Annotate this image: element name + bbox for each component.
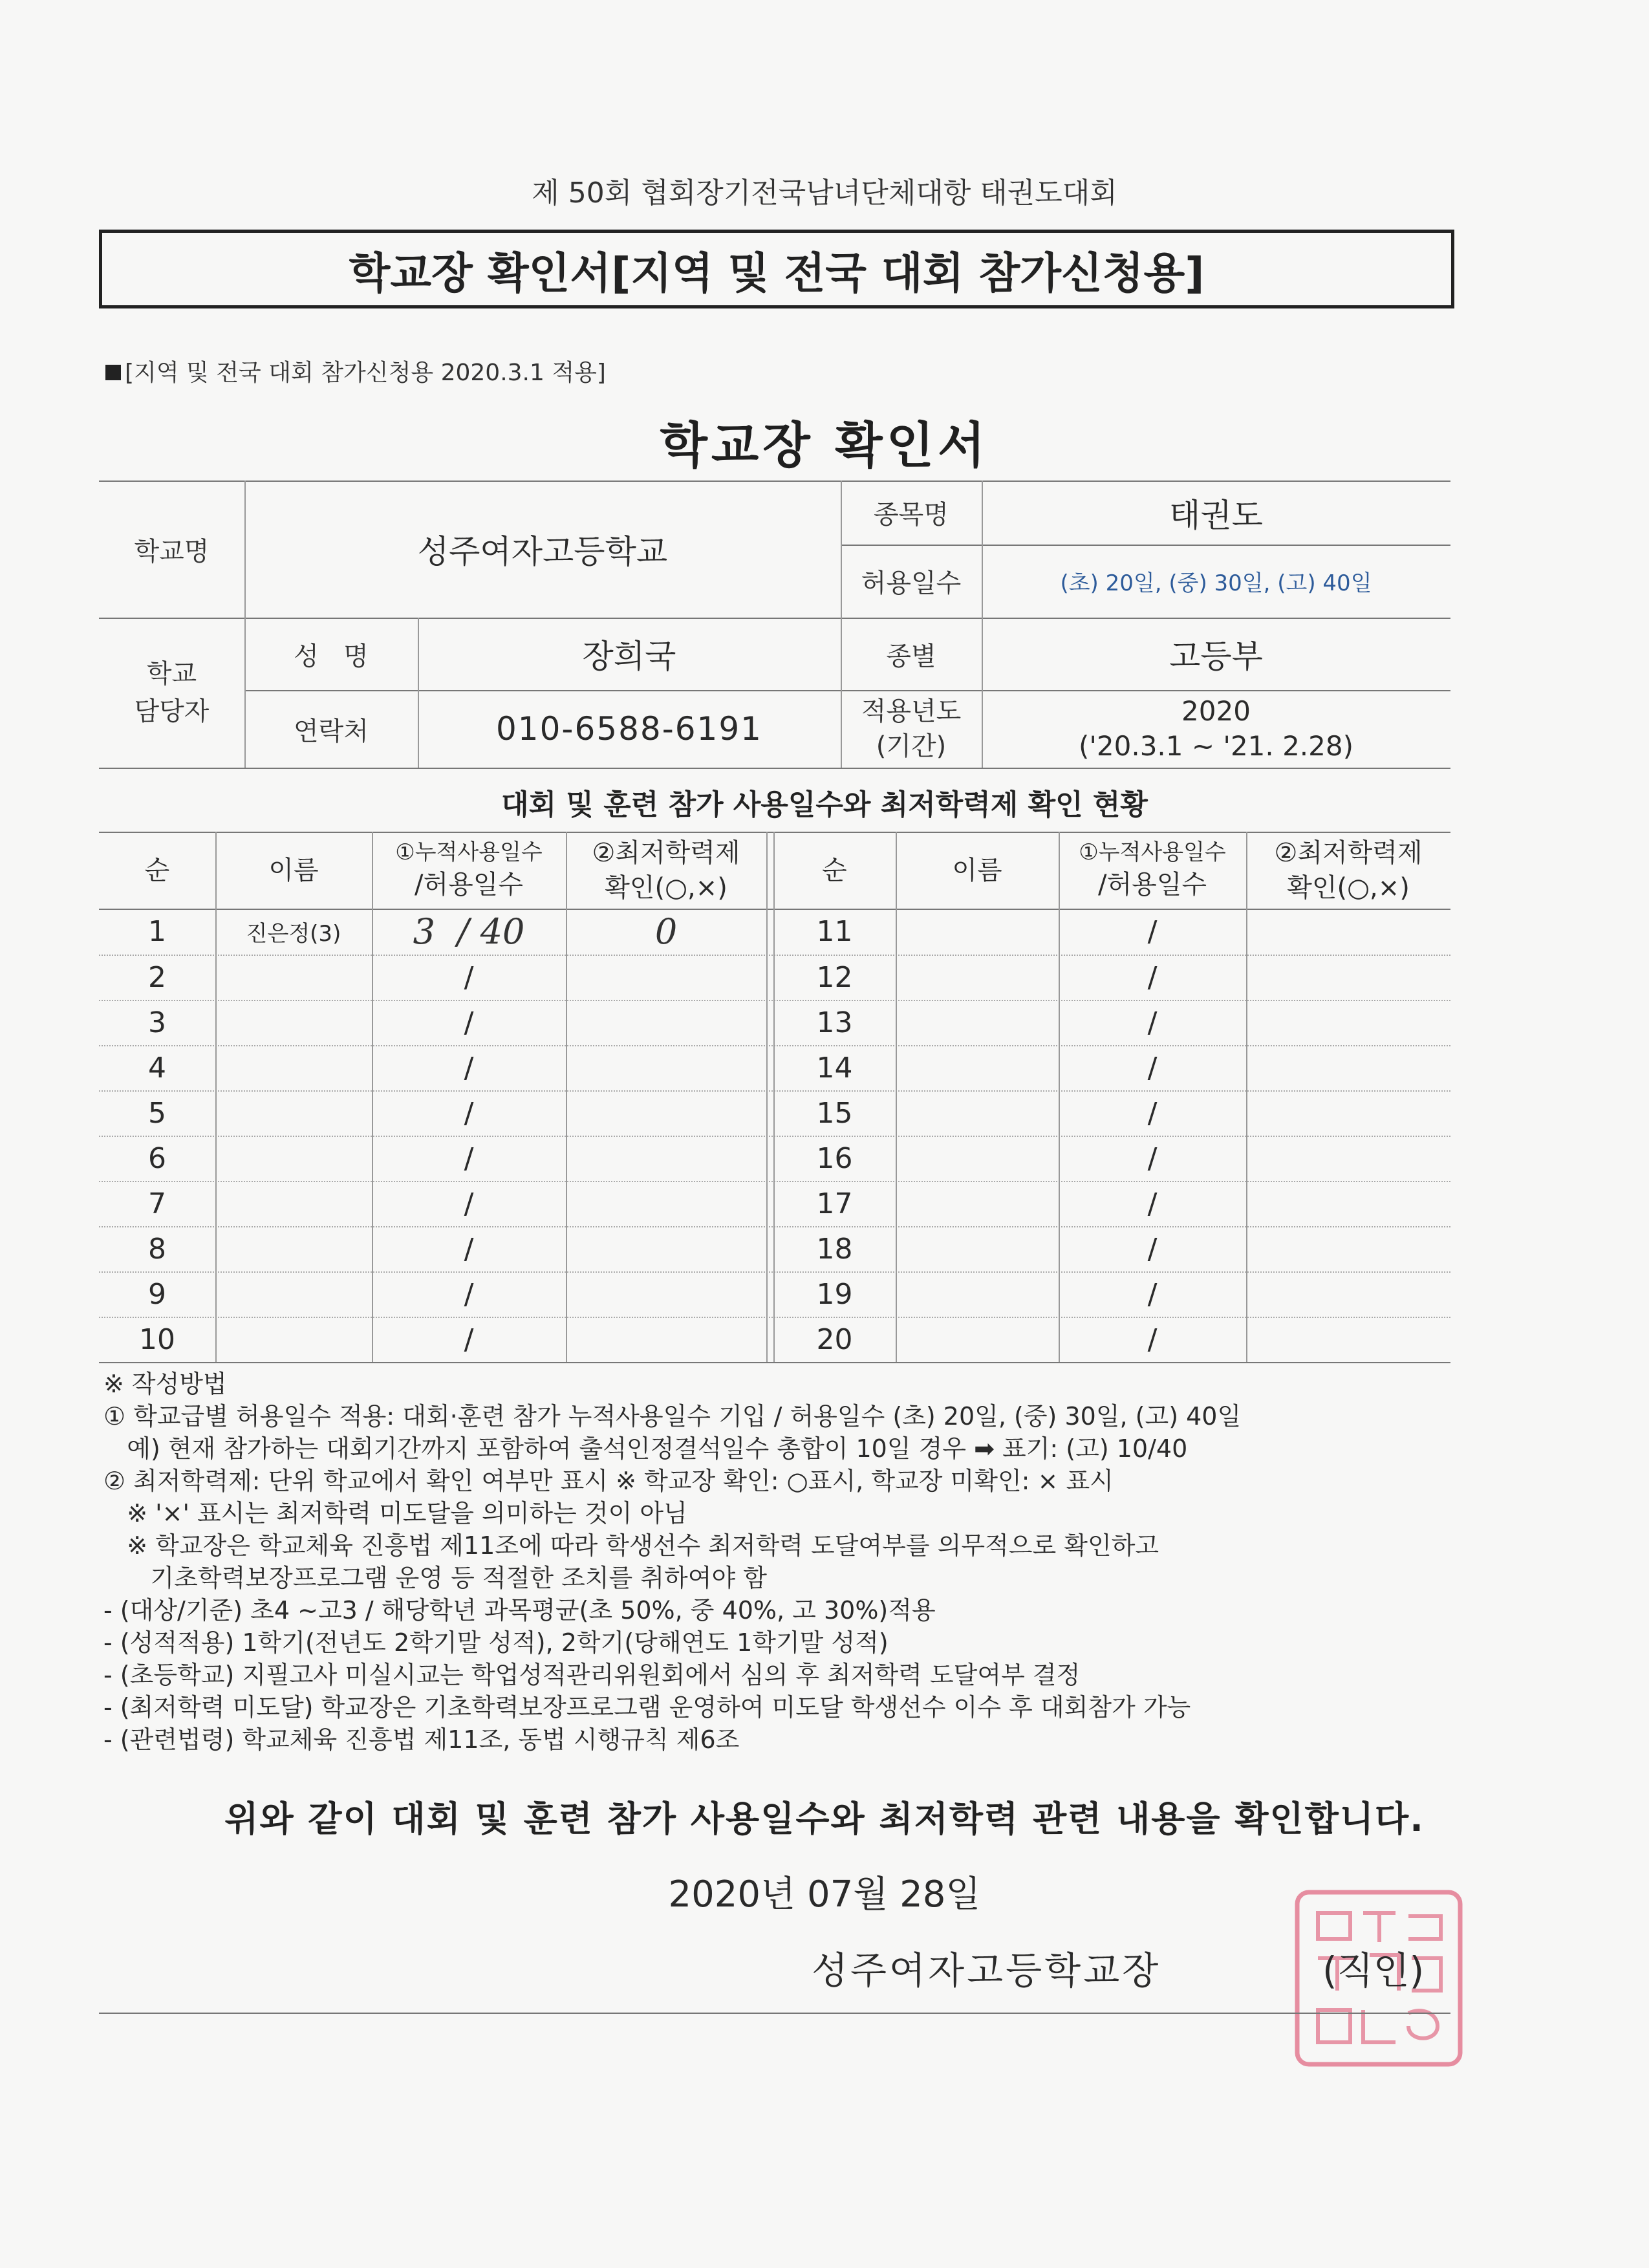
row-days: / bbox=[1147, 915, 1158, 948]
header-name: 이름 bbox=[952, 855, 1002, 885]
row-check bbox=[1246, 1181, 1450, 1226]
row-name bbox=[215, 1090, 372, 1136]
row-check bbox=[1246, 1271, 1450, 1317]
row-name bbox=[896, 1136, 1059, 1181]
row-days: / bbox=[1147, 960, 1158, 994]
row-name bbox=[896, 1000, 1059, 1045]
row-days: / bbox=[1147, 1232, 1158, 1266]
row-check bbox=[566, 1271, 766, 1317]
row-check bbox=[566, 1000, 766, 1045]
row-check: 0 bbox=[654, 911, 678, 952]
row-check bbox=[1246, 1317, 1450, 1362]
header-check bbox=[1246, 832, 1450, 909]
header-days bbox=[372, 832, 566, 909]
row-no: 19 bbox=[816, 1277, 853, 1311]
row-days: / bbox=[464, 1006, 474, 1039]
name-label: 성 명 bbox=[294, 641, 369, 671]
header-check-line2: 확인(○,×) bbox=[1287, 872, 1410, 903]
header-no: 순 bbox=[822, 855, 847, 885]
confirmation-text: 위와 같이 대회 및 훈련 참가 사용일수와 최저학력 관련 내용을 확인합니다. bbox=[224, 1798, 1425, 1839]
staff-label-line1: 학교 bbox=[146, 659, 197, 689]
row-no: 20 bbox=[816, 1323, 853, 1356]
school-value: 성주여자고등학교 bbox=[417, 533, 668, 570]
row-name: 진은정(3) bbox=[246, 921, 341, 947]
row-name bbox=[215, 1000, 372, 1045]
row-name bbox=[896, 1271, 1059, 1317]
contact-value: 010-6588-6191 bbox=[495, 710, 762, 748]
row-check bbox=[1246, 1090, 1450, 1136]
sport-label: 종목명 bbox=[874, 500, 949, 530]
instruction-line: - (성적적용) 1학기(전년도 2학기말 성적), 2학기(당해연도 1학기말 성적) bbox=[103, 1628, 889, 1657]
header-days-line1: ①누적사용일수 bbox=[395, 839, 543, 865]
year-value-text: 2020 bbox=[1181, 695, 1251, 727]
row-days: / bbox=[1147, 1277, 1158, 1311]
name-value: 장희국 bbox=[582, 638, 676, 675]
section-title: 대회 및 훈련 참가 사용일수와 최저학력제 확인 현황 bbox=[501, 788, 1148, 821]
header-days-line1: ①누적사용일수 bbox=[1079, 839, 1226, 865]
date: 2020년 07월 28일 bbox=[668, 1874, 981, 1916]
instructions-heading: ※ 작성방법 bbox=[103, 1370, 227, 1398]
row-no: 9 bbox=[148, 1277, 166, 1311]
row-check bbox=[1246, 1045, 1450, 1090]
year-value bbox=[982, 690, 1450, 768]
contact-label: 연락처 bbox=[294, 716, 369, 746]
school-label: 학교명 bbox=[134, 536, 210, 567]
row-no: 17 bbox=[816, 1187, 853, 1220]
row-no: 6 bbox=[148, 1141, 166, 1175]
row-days: / bbox=[464, 1141, 474, 1175]
row-check bbox=[566, 1226, 766, 1271]
seal-label: (직인) bbox=[1322, 1949, 1425, 1993]
instruction-line: ※ '×' 표시는 최저학력 미도달을 의미하는 것이 아님 bbox=[103, 1499, 687, 1528]
allowed-days-label: 허용일수 bbox=[861, 568, 962, 598]
row-name bbox=[215, 1045, 372, 1090]
row-days: / bbox=[464, 1051, 474, 1085]
header-check-line1: ②최저학력제 bbox=[1274, 837, 1423, 868]
row-no: 2 bbox=[148, 960, 166, 994]
divider bbox=[99, 768, 1450, 769]
row-days: / bbox=[1147, 1323, 1158, 1356]
instruction-line: ② 최저학력제: 단위 학교에서 확인 여부만 표시 ※ 학교장 확인: ○표시, 학교장 미확인: × 표시 bbox=[103, 1467, 1114, 1495]
row-check bbox=[566, 1045, 766, 1090]
row-days: / bbox=[464, 1187, 474, 1220]
row-name bbox=[215, 1226, 372, 1271]
form-title: 학교장 확인서[지역 및 전국 대회 참가신청용] bbox=[99, 230, 1454, 308]
row-days: / bbox=[1147, 1006, 1158, 1039]
document-heading: 학교장 확인서 bbox=[660, 416, 989, 474]
row-days: / bbox=[1147, 1096, 1158, 1130]
staff-label bbox=[99, 618, 244, 768]
year-label-line2: (기간) bbox=[876, 731, 947, 761]
row-no: 4 bbox=[148, 1051, 166, 1085]
instruction-line: - (관련법령) 학교체육 진흥법 제11조, 동법 시행규칙 제6조 bbox=[103, 1725, 740, 1754]
row-name bbox=[215, 1181, 372, 1226]
bottom-divider bbox=[99, 2013, 1450, 2014]
header-days bbox=[1059, 832, 1246, 909]
row-no: 14 bbox=[816, 1051, 853, 1085]
row-days: / bbox=[1147, 1187, 1158, 1220]
apply-note bbox=[105, 354, 606, 387]
row-no: 12 bbox=[816, 960, 853, 994]
row-no: 7 bbox=[148, 1187, 166, 1220]
row-check bbox=[1246, 1226, 1450, 1271]
sport-value: 태권도 bbox=[1169, 496, 1263, 534]
row-name bbox=[896, 1090, 1059, 1136]
instruction-line: - (대상/기준) 초4 ~고3 / 해당학년 과목평균(초 50%, 중 40%, 고 30%)적용 bbox=[103, 1596, 936, 1625]
row-days: / bbox=[464, 1277, 474, 1311]
square-bullet-icon bbox=[105, 365, 121, 380]
row-days: / bbox=[464, 1096, 474, 1130]
row-check bbox=[1246, 909, 1450, 955]
row-no: 5 bbox=[148, 1096, 166, 1130]
instruction-line: - (최저학력 미도달) 학교장은 기초학력보장프로그램 운영하여 미도달 학생선수 이수 후 대회참가 가능 bbox=[103, 1693, 1191, 1722]
row-days: / bbox=[1147, 1051, 1158, 1085]
row-check bbox=[566, 1090, 766, 1136]
instruction-line: ※ 학교장은 학교체육 진흥법 제11조에 따라 학생선수 최저학력 도달여부를 의무적으로 확인하고 bbox=[103, 1531, 1159, 1560]
instruction-line: - (초등학교) 지필고사 미실시교는 학업성적관리위원회에서 심의 후 최저학력 도달여부 결정 bbox=[103, 1661, 1081, 1689]
row-name bbox=[896, 909, 1059, 955]
row-no: 11 bbox=[816, 915, 853, 948]
row-name bbox=[896, 1045, 1059, 1090]
row-no: 1 bbox=[148, 915, 166, 948]
year-label bbox=[841, 690, 982, 768]
category-label: 종별 bbox=[886, 641, 936, 671]
row-name bbox=[215, 955, 372, 1000]
row-name bbox=[215, 1136, 372, 1181]
header-days-line2: /허용일수 bbox=[414, 870, 524, 900]
row-check bbox=[1246, 1000, 1450, 1045]
event-title: 제 50회 협회장기전국남녀단체대항 태권도대회 bbox=[532, 177, 1117, 210]
row-no: 3 bbox=[148, 1006, 166, 1039]
staff-label-line2: 담당자 bbox=[134, 697, 210, 726]
instruction-line: ① 학교급별 허용일수 적용: 대회·훈련 참가 누적사용일수 기입 / 허용일수 (초) 20일, (중) 30일, (고) 40일 bbox=[103, 1402, 1242, 1431]
allowed-days-value: (초) 20일, (중) 30일, (고) 40일 bbox=[1060, 570, 1372, 596]
row-name bbox=[896, 1181, 1059, 1226]
principal-name: 성주여자고등학교장 bbox=[812, 1949, 1161, 1993]
row-days: / bbox=[464, 1323, 474, 1356]
year-label-line1: 적용년도 bbox=[861, 697, 962, 726]
row-no: 15 bbox=[816, 1096, 853, 1130]
row-days: 3 / 40 bbox=[413, 911, 525, 952]
row-no: 10 bbox=[139, 1323, 175, 1356]
row-days: / bbox=[1147, 1141, 1158, 1175]
row-check bbox=[566, 1136, 766, 1181]
instructions bbox=[103, 1368, 1461, 1756]
row-no: 18 bbox=[816, 1232, 853, 1266]
category-value: 고등부 bbox=[1169, 638, 1263, 675]
row-days: / bbox=[464, 960, 474, 994]
header-check-line2: 확인(○,×) bbox=[605, 872, 727, 903]
row-no: 13 bbox=[816, 1006, 853, 1039]
row-name bbox=[215, 1317, 372, 1362]
row-no: 8 bbox=[148, 1232, 166, 1266]
row-check bbox=[566, 1181, 766, 1226]
divider bbox=[766, 832, 768, 1362]
instruction-line: 예) 현재 참가하는 대회기간까지 포함하여 출석인정결석일수 총합이 10일 경우 ➡ 표기: (고) 10/40 bbox=[103, 1434, 1188, 1463]
header-name: 이름 bbox=[268, 855, 319, 885]
row-days: / bbox=[464, 1232, 474, 1266]
row-name bbox=[896, 955, 1059, 1000]
period-value-text: ('20.3.1 ~ '21. 2.28) bbox=[1078, 730, 1353, 762]
header-days-line2: /허용일수 bbox=[1097, 870, 1207, 900]
row-check bbox=[566, 1317, 766, 1362]
divider bbox=[99, 1362, 1450, 1363]
row-name bbox=[896, 1226, 1059, 1271]
header-check-line1: ②최저학력제 bbox=[592, 837, 740, 868]
instruction-line: 기초학력보장프로그램 운영 등 적절한 조치를 취하여야 함 bbox=[103, 1564, 767, 1592]
row-check bbox=[1246, 1136, 1450, 1181]
row-name bbox=[896, 1317, 1059, 1362]
apply-note-text: [지역 및 전국 대회 참가신청용 2020.3.1 적용] bbox=[125, 360, 606, 386]
row-no: 16 bbox=[816, 1141, 853, 1175]
row-check bbox=[1246, 955, 1450, 1000]
row-check bbox=[566, 955, 766, 1000]
header-no: 순 bbox=[144, 855, 170, 885]
row-name bbox=[215, 1271, 372, 1317]
header-check bbox=[566, 832, 766, 909]
